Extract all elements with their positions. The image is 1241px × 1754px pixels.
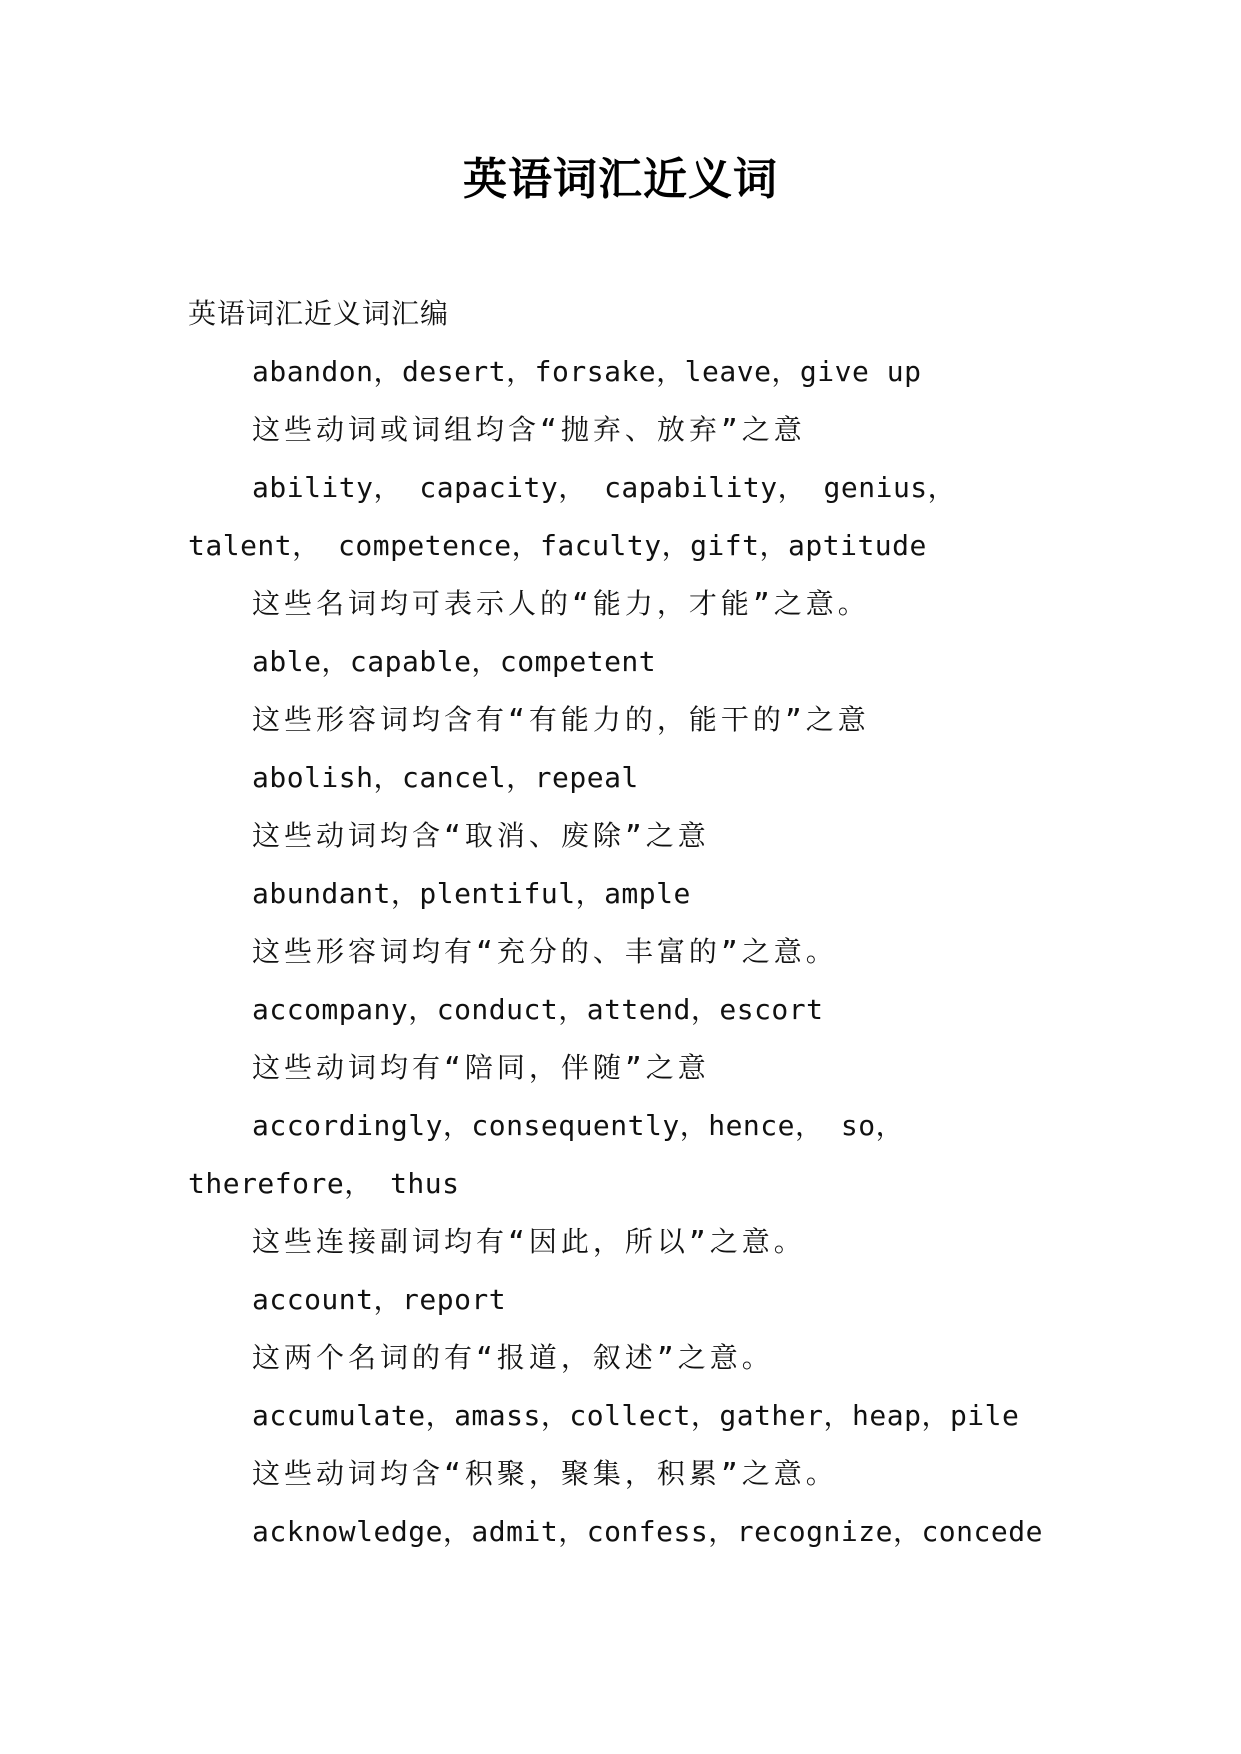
paragraph: 这些形容词均含有“有能力的，能干的”之意 bbox=[252, 703, 870, 736]
paragraph: 这些形容词均有“充分的、丰富的”之意。 bbox=[252, 935, 838, 968]
paragraph: abundant，plentiful，ample bbox=[252, 877, 691, 910]
paragraph: 这些动词均有“陪同，伴随”之意 bbox=[252, 1051, 710, 1084]
document-title: 英语词汇近义词 bbox=[463, 154, 778, 205]
paragraph: acknowledge，admit，confess，recognize，concede bbox=[252, 1515, 1043, 1548]
paragraph: 这两个名词的有“报道，叙述”之意。 bbox=[252, 1341, 774, 1374]
paragraph: accordingly，consequently，hence， so， therefore， thus bbox=[188, 1109, 905, 1200]
paragraph: abolish，cancel，repeal bbox=[252, 761, 639, 794]
paragraph: 这些动词均含“积聚，聚集，积累”之意。 bbox=[252, 1457, 838, 1490]
paragraph: ability， capacity， capability， genius， talent， competence，faculty，gift，aptitude bbox=[188, 471, 957, 562]
paragraph: abandon，desert，forsake，leave，give up bbox=[252, 355, 922, 388]
paragraph: 这些连接副词均有“因此，所以”之意。 bbox=[252, 1225, 806, 1258]
paragraph: 这些动词均含“取消、废除”之意 bbox=[252, 819, 710, 852]
paragraph: 这些名词均可表示人的“能力，才能”之意。 bbox=[252, 587, 870, 620]
paragraph: able，capable，competent bbox=[252, 645, 657, 678]
paragraph: accumulate，amass，collect，gather，heap，pile bbox=[252, 1399, 1020, 1432]
paragraph: account，report bbox=[252, 1283, 507, 1316]
document-body bbox=[188, 285, 1078, 1561]
paragraph: 这些动词或词组均含“抛弃、放弃”之意 bbox=[252, 413, 806, 446]
document-subtitle: 英语词汇近义词汇编 bbox=[188, 297, 450, 330]
paragraph: accompany，conduct，attend，escort bbox=[252, 993, 824, 1026]
